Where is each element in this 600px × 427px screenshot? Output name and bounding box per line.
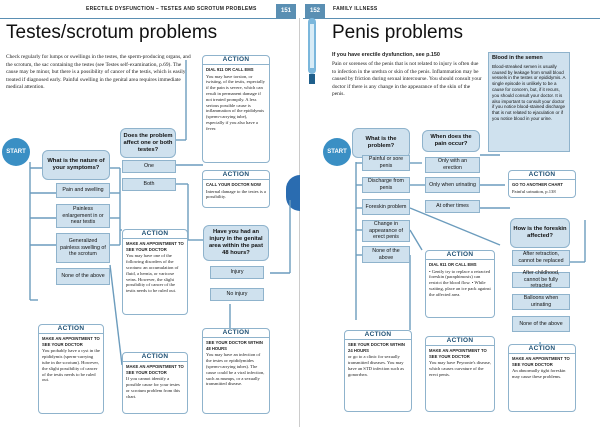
option-generalized-swelling[interactable]: Generalized painless swelling of the scrotum bbox=[56, 233, 110, 263]
option-painless-enlargement[interactable]: Painless enlargement in or near testis bbox=[56, 204, 110, 228]
option-none-above-right[interactable]: None of the above bbox=[362, 246, 410, 263]
option-discharge[interactable]: Discharge from penis bbox=[362, 177, 410, 193]
right-page-title: Penis problems bbox=[332, 22, 463, 43]
option-injury[interactable]: Injury bbox=[210, 266, 264, 279]
action-another-chart: ACTION GO TO ANOTHER CHART Painful urination, p.138 bbox=[508, 170, 576, 198]
left-page-title: Testes/scrotum problems bbox=[6, 22, 218, 43]
left-intro: Check regularly for lumps or swellings in the testes, the sperm-producing organs, and the scrotum, the sac containing the testes (see Testes self-examination, p.69). The cause may be minor, but there is a possibility of cancer of the testis, which is easily treated if diagnosed early. Painful swelling in the genital area requires immediate medical attention. bbox=[6, 54, 191, 91]
action-tight-foreskin: ACTION MAKE AN APPOINTMENT TO SEE YOUR DOCTOR An abnormally tight foreskin may cause these problems. bbox=[508, 344, 576, 412]
option-none-above-foreskin[interactable]: None of the above bbox=[512, 316, 570, 332]
action-std: ACTION SEE YOUR DOCTOR WITHIN 24 HOURS or go to a clinic for sexually transmitted diseases. You may have an STD infection such as gonorrhea. bbox=[344, 330, 412, 412]
action-paraphimosis: ACTION DIAL 911 OR CALL EMS • Gently try to replace a retracted foreskin (paraphimosis) can restrict the blood flow. • While waiting, place an ice pack against the affected area. bbox=[425, 250, 495, 318]
start-marker-right: START bbox=[323, 138, 351, 166]
action-peyronie: ACTION MAKE AN APPOINTMENT TO SEE YOUR DOCTOR You may have Peyronie's disease, which causes curvature of the erect penis. bbox=[425, 336, 495, 412]
option-painful-penis[interactable]: Painful or sore penis bbox=[362, 155, 410, 171]
right-running-head: FAMILY ILLNESS bbox=[333, 6, 378, 12]
action-cannot-identify: ACTION MAKE AN APPOINTMENT TO SEE YOUR DOCTOR If you cannot identify a possible cause for your testes or scrotum problem from this chart. bbox=[122, 352, 188, 414]
option-none-above[interactable]: None of the above bbox=[56, 268, 110, 285]
option-foreskin[interactable]: Foreskin problem bbox=[362, 199, 410, 215]
question-one-or-both: Does the problem affect one or both testes? bbox=[120, 128, 176, 158]
right-intro-head: If you have erectile dysfunction, see p.150 bbox=[332, 52, 440, 58]
page-number-right: 152 bbox=[305, 4, 325, 18]
option-cannot-retract[interactable]: After childhood, cannot be fully retracted bbox=[512, 272, 570, 288]
page-number-left: 151 bbox=[276, 4, 296, 18]
option-appearance-change[interactable]: Change in appearance of erect penis bbox=[362, 220, 410, 242]
action-infection-48h: ACTION SEE YOUR DOCTOR WITHIN 48 HOURS You may have an infection of the testes or epididymides (sperm-carrying tubes). The cause could be a viral infection, such as mumps, or a sexually transmitted disease. bbox=[202, 328, 270, 414]
question-injury-48h: Have you had an injury in the genital area within the past 48 hours? bbox=[203, 225, 269, 261]
question-symptoms: What is the nature of your symptoms? bbox=[42, 150, 110, 180]
action-torsion: ACTION DIAL 911 OR CALL EMS You may have torsion, or twisting, of the testis, especially if the pain is severe, which can result in permanent damage if not treated promptly. A less serious possible cause is inflammation of the epididymis (sperm-carrying tube), especially if you also have a fever. bbox=[202, 55, 270, 163]
option-with-erection[interactable]: Only with an erection bbox=[425, 157, 480, 173]
action-call-doctor-now: ACTION CALL YOUR DOCTOR NOW Internal damage to the testes is a possibility. bbox=[202, 170, 270, 208]
option-no-injury[interactable]: No injury bbox=[210, 288, 264, 301]
option-other-times[interactable]: At other times bbox=[425, 200, 480, 213]
option-both-testes[interactable]: Both bbox=[122, 178, 176, 191]
action-epididymal-cyst: ACTION MAKE AN APPOINTMENT TO SEE YOUR DOCTOR You probably have a cyst in the epididymis (sperm-carrying tube in the scrotum). However, the slight possibility of cancer of the testis needs to be ruled out. bbox=[38, 324, 104, 414]
sidebar-blood-semen: Blood in the semen Blood-streaked semen is usually caused by leakage from small blood vessels in the testes or epididymis. A single episode is unlikely to be a cause for concern, but, if it recurs, you should consult your doctor. It is also important to consult your doctor if you notice blood-stained discharge that is not related to ejaculation or if you notice blood in your urine. bbox=[488, 52, 570, 152]
option-when-urinating[interactable]: Only when urinating bbox=[425, 177, 480, 193]
option-balloons[interactable]: Balloons when urinating bbox=[512, 294, 570, 310]
question-pain-when: When does the pain occur? bbox=[422, 130, 480, 152]
option-pain-swelling[interactable]: Pain and swelling bbox=[56, 183, 110, 198]
question-foreskin-affected: How is the foreskin affected? bbox=[510, 218, 570, 248]
right-intro: Pain or soreness of the penis that is not related to injury is often due to infection in the urethra or skin of the penis. Inflammation may be caused by friction during sexual intercourse. You should consult your doctor if there is any change in the appearance of the skin of the penis. bbox=[332, 61, 482, 98]
question-problem: What is the problem? bbox=[352, 128, 410, 158]
start-marker: START bbox=[2, 138, 30, 166]
action-scrotum-disorders: ACTION MAKE AN APPOINTMENT TO SEE YOUR DOCTOR You may have one of the following disorders of the scrotum: an accumulation of fluid, a hernia, or varicose veins. However, the slight possibility of cancer of the testis needs to be ruled out. bbox=[122, 229, 188, 315]
left-running-head: ERECTILE DYSFUNCTION – TESTES AND SCROTUM PROBLEMS bbox=[86, 6, 257, 12]
option-one-testis[interactable]: One bbox=[122, 160, 176, 173]
option-cannot-replace[interactable]: After retraction, cannot be replaced bbox=[512, 250, 570, 266]
